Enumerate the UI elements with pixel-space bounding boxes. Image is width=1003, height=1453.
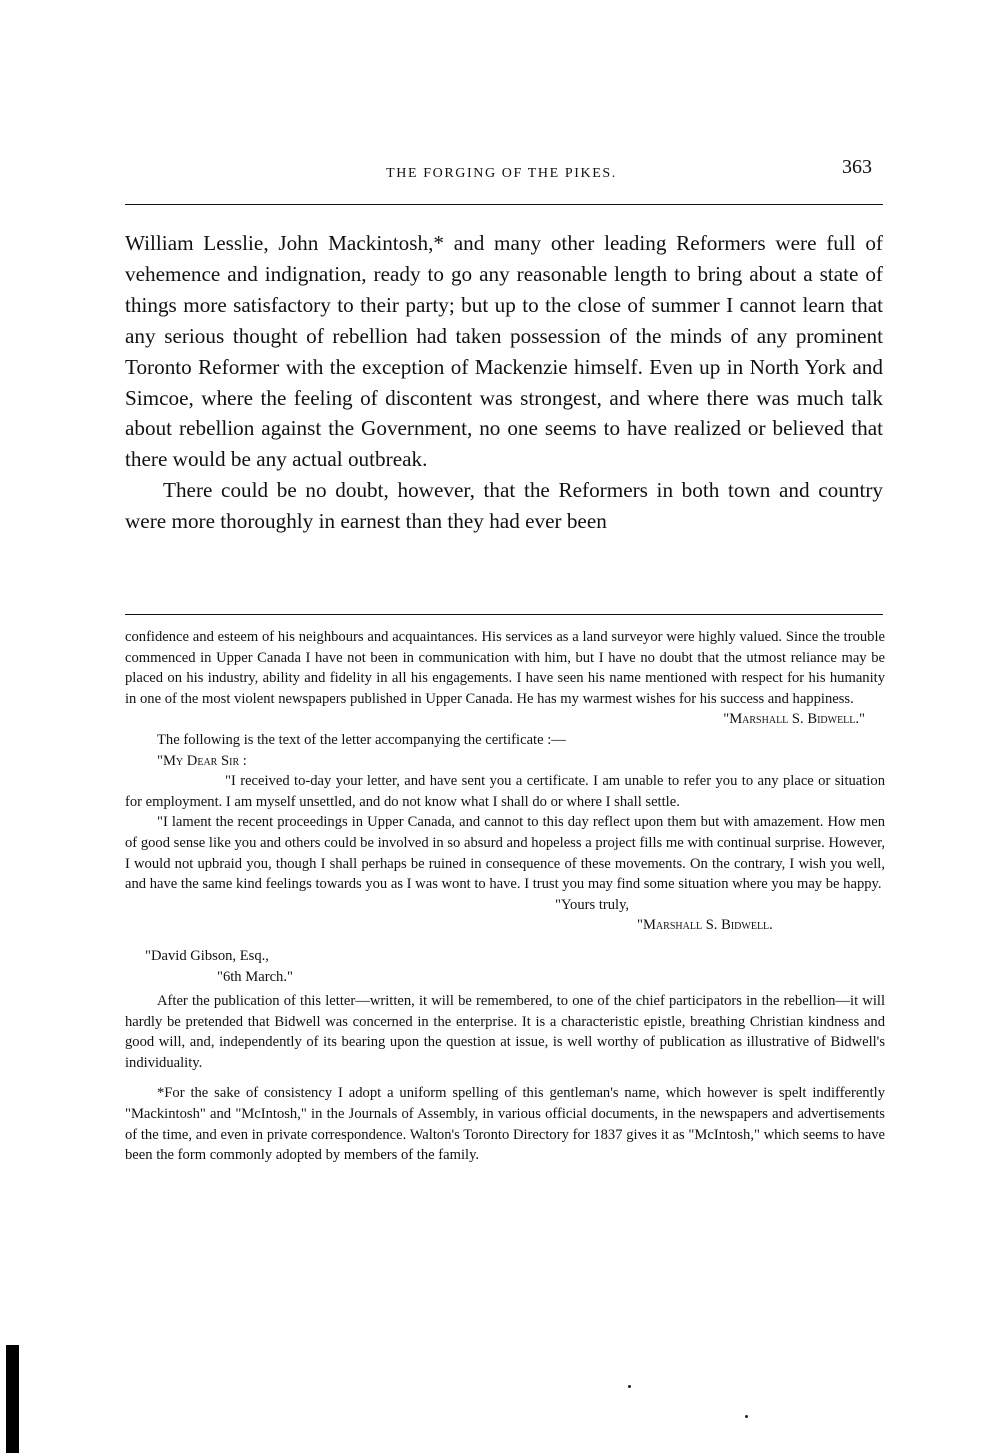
signature: "Marshall S. Bidwell. [637, 917, 773, 934]
letter-paragraph: "I lament the recent proceedings in Upper Canada, and cannot to this day reflect upon them but with amazement. How men of good sense like you and others could be involved in so absurd and hopeless a project fills me with continual surprise. However, I would not upbraid you, though I shall perhaps be ruined in consequence of these movements. On the contrary, I wish you well, and have the same kind feelings towards you as I was wont to have. I trust you may find some situation where you may be happy. [125, 814, 885, 893]
body-paragraph: William Lesslie, John Mackintosh,* and many other leading Reformers were full of vehemence and indignation, ready to go any reasonable length to bring about a state of things more satisfactory to their party; but up to the close of summer I cannot learn that any serious thought of rebellion had taken possession of the minds of any prominent Toronto Reformer with the exception of Mackenzie himself. Even up in North York and Simcoe, where the feeling of discontent was strongest, and where there was much talk about rebellion against the Government, no one seems to have realized or believed that there would be any actual outbreak. [125, 231, 883, 472]
header-rule [125, 204, 883, 205]
scan-edge-mark [6, 1345, 19, 1453]
body-paragraph: There could be no doubt, however, that the Reformers in both town and country were more thoroughly in earnest than they had ever been [125, 478, 883, 534]
scan-speck [628, 1385, 631, 1388]
letter-date: "6th March." [217, 968, 293, 985]
salutation: "My Dear Sir : [157, 752, 247, 769]
letter-paragraph: "I received to-day your letter, and have sent you a certificate. I am unable to refer you to any place or situation for employment. I am myself unsettled, and do not know what I shall do or where I shall settle. [125, 773, 885, 810]
note-paragraph: confidence and esteem of his neighbours and acquaintances. His services as a land surveyor were highly valued. Since the trouble commenced in Upper Canada I have not been in communication with him, but I have no doubt that the utmost reliance may be placed on his industry, ability and fidelity in all his engagements. I have seen his name mentioned with respect for his humanity in one of the most violent newspapers published in Upper Canada. He has my warmest wishes for his success and happiness. [125, 629, 885, 707]
page-number: 363 [842, 156, 872, 178]
body-text [125, 228, 883, 537]
notes-block [125, 627, 885, 1166]
scan-speck [745, 1415, 748, 1418]
note-paragraph: The following is the text of the letter accompanying the certificate :— [157, 731, 566, 748]
signature: "Marshall S. Bidwell." [723, 711, 865, 728]
addressee: "David Gibson, Esq., [145, 947, 269, 964]
letter-closing: "Yours truly, [555, 896, 630, 913]
note-paragraph: After the publication of this letter—written, it will be remembered, to one of the chief participators in the rebellion—it will hardly be pretended that Bidwell was concerned in the enterprise. It is a characteristic epistle, breathing Christian kindness and good will, and, independently of its bearing upon the question at issue, is well worthy of publication as illustrative of Bidwell's individuality. [125, 993, 885, 1071]
running-title: THE FORGING OF THE PIKES. [386, 166, 617, 181]
notes-rule [125, 614, 883, 615]
footnote: *For the sake of consistency I adopt a uniform spelling of this gentleman's name, which however is spelt indifferently "Mackintosh" and "McIntosh," in the Journals of Assembly, in various official documents, in the newspapers and advertisements of the time, and even in private correspondence. Walton's Toronto Directory for 1837 gives it as "McIntosh," which seems to have been the form commonly adopted by members of the family. [125, 1085, 885, 1164]
